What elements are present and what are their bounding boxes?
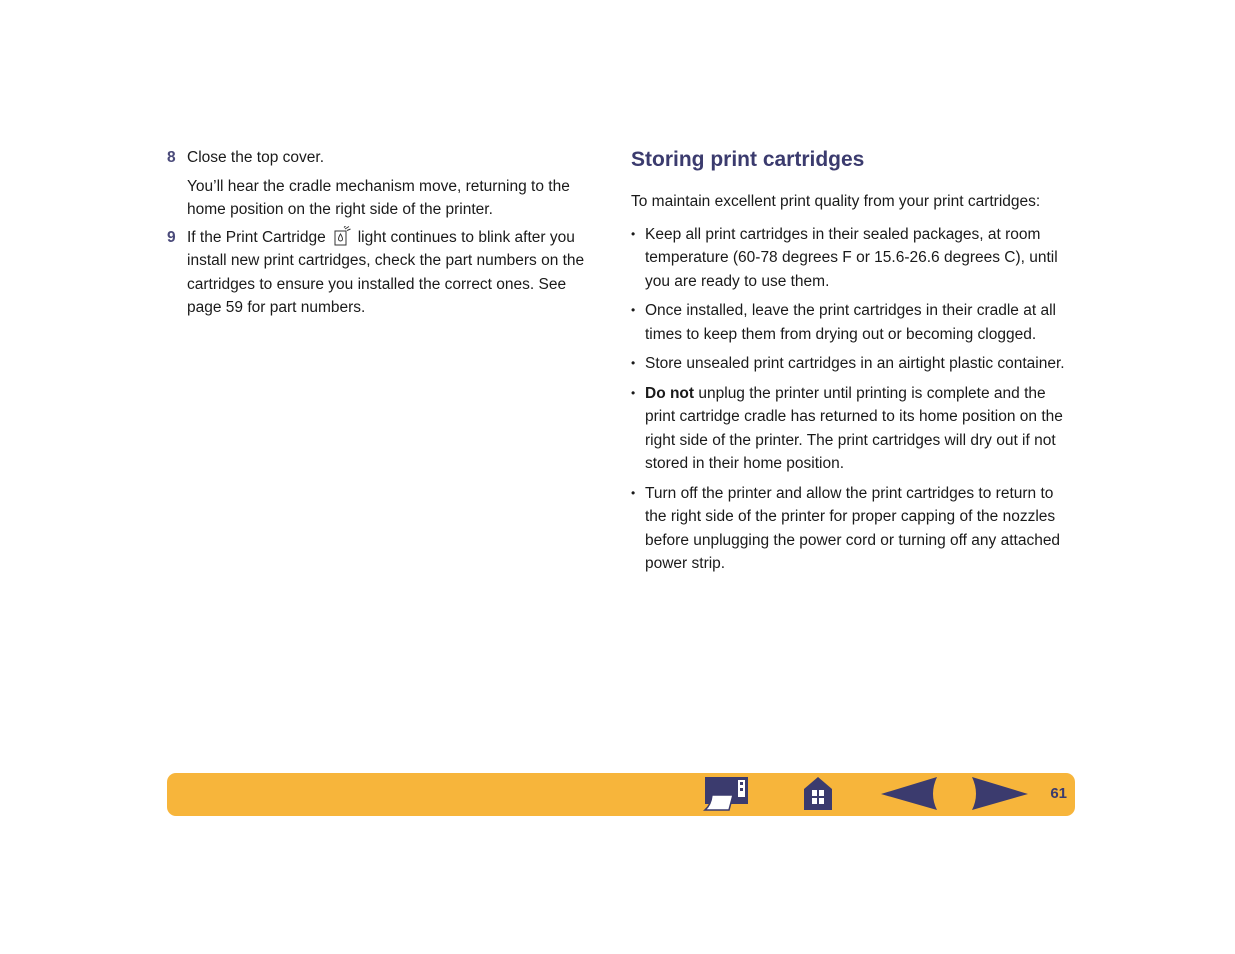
previous-arrow-icon: [879, 773, 939, 816]
step-text-after-icon: light continues to blink after you install new print cartridges, check the part numbers on the cartridges to ensure you installed the correct ones. See page 59 for part numbers.: [187, 228, 585, 316]
bullet-marker: •: [631, 356, 636, 370]
bullet-marker: •: [631, 385, 636, 400]
list-item: [631, 299, 1071, 346]
list-item-text: Turn off the printer and allow the print cartridges to return to the right side of the printer for proper capping of the nozzles before unplugging the power cord or turning off any attached power strip.: [645, 484, 1061, 572]
section-heading: Storing print cartridges: [631, 148, 865, 171]
step-body: [187, 226, 592, 320]
bullet-marker: •: [631, 485, 636, 500]
list-item: [631, 223, 1071, 294]
home-icon: [801, 773, 837, 816]
printer-button[interactable]: [703, 773, 749, 816]
bullet-marker: •: [631, 226, 636, 241]
next-arrow-icon: [970, 773, 1030, 816]
step-8: [167, 146, 592, 222]
step-text: Close the top cover.: [187, 149, 324, 166]
emphasis-text: Do not: [645, 384, 695, 402]
printer-icon: [703, 773, 749, 816]
intro-text: To maintain excellent print quality from your print cartridges:: [631, 193, 1041, 210]
list-item: [631, 482, 1071, 576]
step-text-before-icon: If the Print Cartridge: [187, 228, 326, 246]
list-item-text: Store unsealed print cartridges in an airtight plastic container.: [645, 355, 1065, 372]
step-number: 8: [167, 149, 176, 166]
previous-page-button[interactable]: [879, 773, 939, 816]
next-page-button[interactable]: [970, 773, 1030, 816]
list-item-text: Once installed, leave the print cartridges in their cradle at all times to keep them from drying out or becoming clogged.: [645, 302, 1056, 343]
list-item: [631, 352, 1071, 376]
list-item-text: unplug the printer until printing is complete and the print cartridge cradle has returned to its home position on the right side of the printer. The print cartridges will dry out if not stored in their home position.: [645, 384, 1063, 472]
list-item-text: Keep all print cartridges in their sealed packages, at room temperature (60-78 degrees F or 15.6-26.6 degrees C), until you are ready to use them.: [645, 225, 1058, 290]
right-column: [631, 146, 1071, 576]
bullet-marker: •: [631, 303, 636, 317]
home-button[interactable]: [801, 773, 837, 816]
navigation-bar: [167, 773, 1075, 816]
step-number: 9: [167, 228, 176, 246]
bullet-list: [631, 223, 1071, 576]
page-number: 61: [1050, 785, 1067, 802]
left-column: [167, 146, 592, 320]
step-9: [167, 226, 592, 320]
step-body: [187, 146, 592, 222]
list-item: [631, 382, 1071, 476]
step-text: [187, 226, 592, 320]
step-text: You’ll hear the cradle mechanism move, returning to the home position on the right side of the printer.: [187, 177, 570, 218]
print-cartridge-light-icon: [332, 226, 352, 246]
